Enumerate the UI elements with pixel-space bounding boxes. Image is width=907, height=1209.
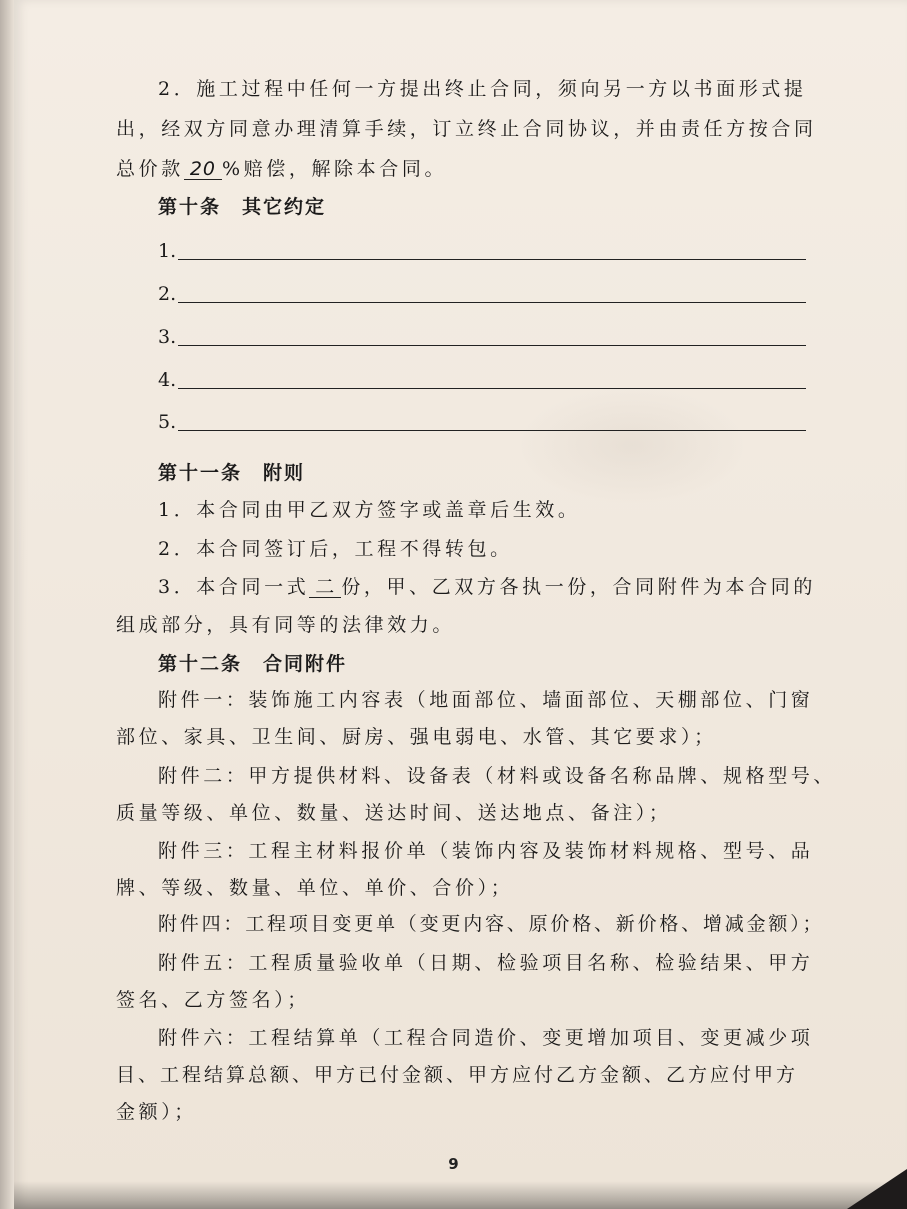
clause11-item3-line1 xyxy=(158,572,816,599)
clause9-item2-line3 xyxy=(116,154,447,181)
compensation-suffix: %赔偿，解除本合同。 xyxy=(222,158,448,180)
other-agreement-row-4 xyxy=(158,369,806,395)
other-agreement-row-1 xyxy=(158,240,806,266)
clause11-item3-line2: 组成部分，具有同等的法律效力。 xyxy=(116,614,456,636)
compensation-prefix: 总价款 xyxy=(116,158,184,180)
attachment2-line2: 质量等级、单位、数量、送达时间、送达地点、备注）； xyxy=(116,802,672,824)
other-agreement-number: 4. xyxy=(158,369,177,391)
attachment2-line1: 附件二：甲方提供材料、设备表（材料或设备名称品牌、规格型号、 xyxy=(158,765,837,787)
attachment5-line2: 签名、乙方签名）； xyxy=(116,989,310,1011)
other-agreement-row-3 xyxy=(158,326,806,352)
attachment6-line3: 金额）； xyxy=(116,1101,197,1123)
attachment1-line1: 附件一：装饰施工内容表（地面部位、墙面部位、天棚部位、门窗 xyxy=(158,689,814,711)
page-bottom-shadow xyxy=(14,1181,907,1209)
show-through-stamp xyxy=(517,385,747,505)
attachment3-line2: 牌、等级、数量、单位、单价、合价）； xyxy=(116,877,514,899)
attachment6-line1: 附件六：工程结算单（工程合同造价、变更增加项目、变更减少项 xyxy=(158,1027,814,1049)
copies-suffix: 份，甲、乙双方各执一份，合同附件为本合同的 xyxy=(341,576,816,598)
clause9-item2-line2: 出，经双方同意办理清算手续，订立终止合同协议，并由责任方按合同 xyxy=(116,118,817,140)
blank-line xyxy=(178,259,806,260)
clause9-item2-line1: 2．施工过程中任何一方提出终止合同，须向另一方以书面形式提 xyxy=(158,78,807,100)
page-number: 9 xyxy=(448,1155,459,1173)
blank-line xyxy=(178,430,806,431)
clause11-item2: 2．本合同签订后，工程不得转包。 xyxy=(158,538,513,560)
attachment6-line2: 目、工程结算总额、甲方已付金额、甲方应付乙方金额、乙方应付甲方 xyxy=(116,1064,799,1086)
other-agreement-number: 3. xyxy=(158,326,177,348)
attachment1-line2: 部位、家具、卫生间、厨房、强电弱电、水管、其它要求）； xyxy=(116,726,717,748)
blank-line xyxy=(178,345,806,346)
attachment5-line1: 附件五：工程质量验收单（日期、检验项目名称、检验结果、甲方 xyxy=(158,952,814,974)
clause11-item1: 1．本合同由甲乙双方签字或盖章后生效。 xyxy=(158,499,581,521)
blank-line xyxy=(178,388,806,389)
page-left-edge xyxy=(0,0,14,1209)
attachment4-line1: 附件四：工程项目变更单（变更内容、原价格、新价格、增减金额）； xyxy=(158,913,825,935)
clause10-heading: 第十条 其它约定 xyxy=(158,196,327,218)
attachment3-line1: 附件三：工程主材料报价单（装饰内容及装饰材料规格、型号、品 xyxy=(158,840,814,862)
clause11-heading: 第十一条 附则 xyxy=(158,462,306,484)
other-agreement-row-2 xyxy=(158,283,806,309)
other-agreement-row-5 xyxy=(158,411,806,437)
other-agreement-number: 5. xyxy=(158,411,177,433)
clause12-heading: 第十二条 合同附件 xyxy=(158,653,348,675)
copies-count-handwritten: 二 xyxy=(309,578,341,598)
compensation-percent-handwritten: 20 xyxy=(184,160,222,180)
other-agreement-number: 1. xyxy=(158,240,177,262)
copies-prefix: 3．本合同一式 xyxy=(158,576,310,598)
blank-line xyxy=(178,302,806,303)
other-agreement-number: 2. xyxy=(158,283,177,305)
